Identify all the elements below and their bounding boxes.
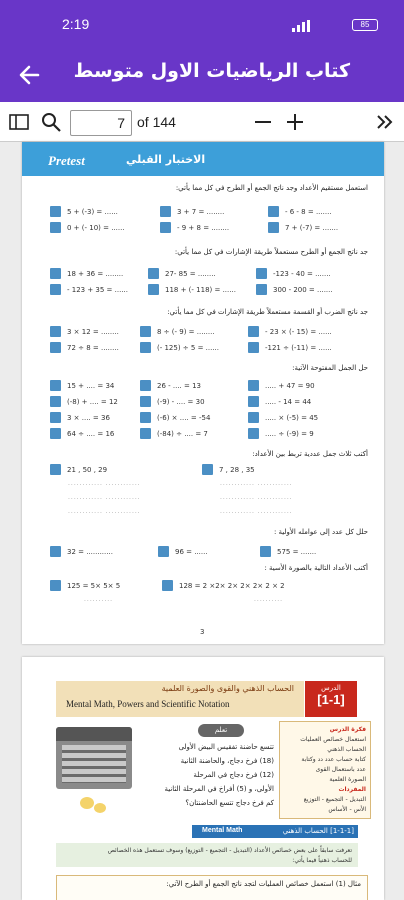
page-number-input[interactable] xyxy=(70,110,132,136)
sidebar-toggle-icon[interactable] xyxy=(8,111,30,133)
exercise-item: 125 = 5× 5× 5 xyxy=(50,580,120,591)
exercise-item: ..... + 47 = 90 xyxy=(248,380,315,391)
exercise-item: (- 125) ÷ 5 = ...... xyxy=(140,342,219,353)
answer-line: ............ ............ xyxy=(68,508,141,515)
exercise-item: 0 + (- 10) = ...... xyxy=(50,222,125,233)
double-chevron-right-icon[interactable] xyxy=(374,111,396,133)
answer-line: ............ ............ xyxy=(68,480,141,487)
exercise-item: (-8) + .... = 12 xyxy=(50,396,118,407)
section-title-en: Mental Math xyxy=(202,827,243,834)
pdf-page-lesson xyxy=(22,657,384,900)
exercise-item: 575 = ....... xyxy=(260,546,316,557)
page-total-label: of 144 xyxy=(137,114,176,130)
example-box xyxy=(56,875,368,900)
example-text: مثال (1) استعمل خصائص العمليات لتجد ناتج الجمع أو الطرح الآتي: xyxy=(166,880,361,888)
pdf-toolbar xyxy=(0,102,404,142)
instruction: أكتب الأعداد التالية بالصورة الأسية : xyxy=(264,564,368,572)
exercise-item: 118 + (- 118) = ...... xyxy=(148,284,236,295)
exercise-item: 26 - .... = 13 xyxy=(140,380,201,391)
pretest-banner xyxy=(22,142,384,176)
status-time: 2:19 xyxy=(62,16,90,32)
answer-line: ............ ............ xyxy=(68,494,141,501)
answer-line: ............ ............ xyxy=(220,508,293,515)
lesson-tag-label: الدرس xyxy=(321,684,341,692)
exercise-item: - 23 × (- 15) = ...... xyxy=(248,326,332,337)
exercise-item: 7 , 28 , 35 xyxy=(202,464,255,475)
instruction: جد ناتج الضرب أو القسمة مستعملاً طريقة الإشارات في كل مما يأتي: xyxy=(167,308,368,316)
instruction: استعمل مستقيم الأعداد وجد ناتج الجمع أو الطرح في كل مما يأتي: xyxy=(175,184,368,192)
exercise-item: ..... ÷ (-9) = 9 xyxy=(248,428,314,439)
section-header xyxy=(192,825,358,838)
chick-image xyxy=(94,803,106,813)
instruction: أكتب ثلاث جمل عددية تربط بين الأعداد: xyxy=(252,450,368,458)
zoom-in-icon[interactable] xyxy=(284,111,306,133)
section-title-ar: [1-1-1] الحساب الذهني xyxy=(282,827,354,835)
exercise-item: 128 = 2 ×2× 2× 2× 2× 2 × 2 xyxy=(162,580,285,591)
problem-line: (18) فرخ دجاج، والحاضنة الثانية xyxy=(180,757,274,765)
exercise-item: - 9 + 8 = ........ xyxy=(160,222,229,233)
status-bar xyxy=(0,0,404,48)
problem-line: الأولى، و (5) أفراخ في المرحلة الثانية xyxy=(164,785,274,793)
problem-line: كم فرخ دجاج تتسع الحاضنتان؟ xyxy=(185,799,274,807)
problem-line: (12) فرخ دجاج في المرحلة xyxy=(193,771,274,779)
exercise-item: 27- 85 = ........ xyxy=(148,268,216,279)
exercise-item: 21 , 50 , 29 xyxy=(50,464,107,475)
lesson-idea-box: فكرة الدرس استعمال خصائص العمليات الحساب الذهني كتابة حساب عدد دد وكتابة عدد باستعمال القوى الصورة العلمية المفردات التبديل - التجميع - التوزيع الأس - الأساس xyxy=(279,721,371,819)
instruction: جد ناتج الجمع أو الطرح مستعملاً طريقة الإشارات في كل مما يأتي: xyxy=(174,248,368,256)
exercise-item: 32 = ............ xyxy=(50,546,113,557)
instruction: حلل كل عدد إلى عوامله الأولية : xyxy=(273,528,368,536)
exercise-item: 5 + (-3) = ...... xyxy=(50,206,118,217)
back-arrow-icon[interactable] xyxy=(14,60,44,90)
exercise-item: 15 + .... = 34 xyxy=(50,380,114,391)
lesson-title-ar: الحساب الذهني والقوى والصورة العلمية xyxy=(161,684,294,693)
learn-label: تعلم xyxy=(198,724,244,737)
signal-icon xyxy=(292,20,312,32)
exercise-item: - 123 + 35 = ...... xyxy=(50,284,128,295)
page-number: 3 xyxy=(200,628,205,636)
exercise-item: (-84) ÷ .... = 7 xyxy=(140,428,208,439)
exercise-item: -121 ÷ (-11) = ...... xyxy=(248,342,332,353)
pretest-title-en: Pretest xyxy=(48,153,85,168)
pdf-page-pretest xyxy=(22,142,384,644)
exercise-item: 3 × .... = 36 xyxy=(50,412,110,423)
exercise-item: 300 - 200 = ....... xyxy=(256,284,333,295)
exercise-item: 3 × 12 = ........ xyxy=(50,326,119,337)
exercise-item: 7 + (-7) = ....... xyxy=(268,222,338,233)
exercise-item: -123 - 40 = ....... xyxy=(256,268,331,279)
lesson-number-tag xyxy=(305,681,357,717)
app-bar xyxy=(0,48,404,102)
exercise-item: 3 + 7 = ........ xyxy=(160,206,224,217)
exercise-item: 72 ÷ 8 = ........ xyxy=(50,342,119,353)
answer-line: ............ ............ xyxy=(220,494,293,501)
lesson-title-en: Mental Math, Powers and Scientific Notation xyxy=(66,699,230,709)
battery-icon: 85 xyxy=(352,19,378,31)
intro-paragraph: تعرفت سابقاً على بعض خصائص الأعداد (التبديل - التجميع - التوزيع) وسوف تستعمل هذه الخصائص للحساب ذهنياً فيما يأتي: xyxy=(56,843,358,867)
instruction: حل الجمل المفتوحة الآتية: xyxy=(292,364,368,372)
answer-line: ............ ............ xyxy=(220,480,293,487)
chick-image xyxy=(80,797,94,809)
search-icon[interactable] xyxy=(40,111,62,133)
exercise-item: 64 ÷ .... = 16 xyxy=(50,428,114,439)
exercise-item: - 6 - 8 = ....... xyxy=(268,206,332,217)
problem-line: تتسع حاضنة تفقيس البيض الأولى xyxy=(178,743,274,751)
exercise-item: ..... × (-5) = 45 xyxy=(248,412,318,423)
answer-line: .......... xyxy=(84,596,114,603)
incubator-image xyxy=(56,727,132,789)
page-title: كتاب الرياضيات الاول متوسط xyxy=(73,60,350,82)
pretest-title-ar: الاختبار القبلي xyxy=(126,153,206,166)
exercise-item: 18 + 36 = ........ xyxy=(50,268,123,279)
answer-line: .......... xyxy=(254,596,284,603)
exercise-item: 8 ÷ (- 9) = ........ xyxy=(140,326,215,337)
exercise-item: 96 = ...... xyxy=(158,546,208,557)
exercise-item: ..... - 14 = 44 xyxy=(248,396,311,407)
zoom-out-icon[interactable] xyxy=(252,111,274,133)
lesson-number: [1-1] xyxy=(317,692,345,707)
lesson-title-bar xyxy=(56,681,304,717)
exercise-item: (-6) × .... = -54 xyxy=(140,412,210,423)
exercise-item: (-9) - .... = 30 xyxy=(140,396,205,407)
